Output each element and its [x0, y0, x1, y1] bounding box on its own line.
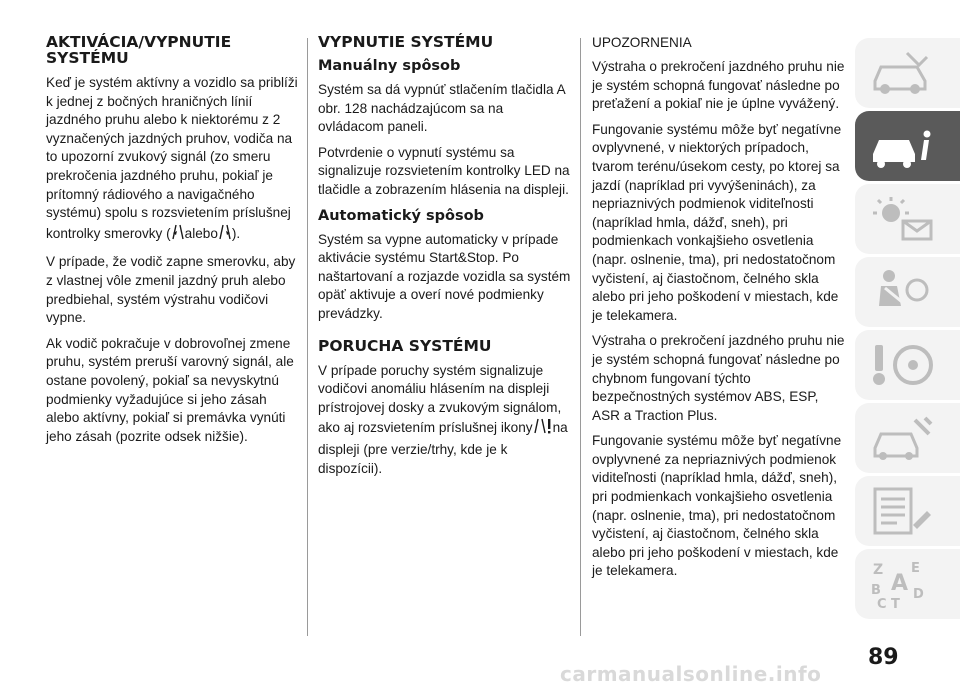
tab-safety[interactable]	[855, 257, 960, 327]
section-heading-failure: PORUCHA SYSTÉMU	[318, 336, 492, 355]
paragraph-text: alebo	[184, 225, 218, 241]
subheading-manual: Manuálny spôsob	[318, 58, 461, 74]
index-letter: Z	[873, 562, 884, 578]
paragraph: Systém sa dá vypnúť stlačením tlačidla A obr. 128 nachádzajúcom sa na ovládacom paneli.	[318, 82, 565, 135]
paragraph: Potvrdenie o vypnutí systému sa signalizuje rozsvietením kontrolky LED na tlačidle a zobrazením hlásenia na displeji.	[318, 144, 570, 197]
alphabetical-index-icon	[867, 558, 939, 610]
paragraph: Systém sa vypne automaticky v prípade aktivácie systému Start&Stop. Po naštartovaní a rozjazde vozidla sa systém opäť aktivuje a overí nové podmienky prevádzky.	[318, 231, 571, 321]
section-heading-activation: AKTIVÁCIA/VYPNUTIE SYSTÉMU	[46, 33, 232, 67]
tab-car-info[interactable]	[855, 111, 960, 181]
paragraph	[318, 362, 572, 479]
section-heading-warnings: UPOZORNENIA	[592, 35, 692, 50]
paragraph-text: Keď je systém aktívny a vozidlo sa priblíži k jednej z bočných hraničných línií jazdného pruhu alebo k niektorému z 2 vyznačených jazdných pruhov, vodiča na to upozorní zvukový signál (zo smeru prekročenia jazdného pruhu, pokiaľ je prítomný rádiového a navigačného systému) spolu s rozsvietením príslušnej kontrolky smerovky (	[46, 75, 298, 241]
index-letter: A	[891, 571, 909, 596]
column-divider	[307, 38, 308, 636]
safety-airbag-icon	[867, 266, 939, 318]
starting-driving-icon	[867, 339, 939, 391]
tab-starting-driving[interactable]	[855, 330, 960, 400]
index-letter: E	[911, 561, 920, 576]
lane-right-warning-icon	[218, 223, 232, 247]
column-1	[46, 34, 300, 453]
index-letter: T	[891, 597, 900, 610]
car-overview-icon	[867, 47, 939, 99]
chapter-tabs	[855, 38, 960, 622]
paragraph-text: na displeji (pre verzie/trhy, kde je k dispozícii).	[318, 420, 568, 476]
column-3	[592, 34, 846, 588]
tab-alphabetical-index[interactable]	[855, 549, 960, 619]
car-info-icon	[867, 120, 939, 172]
lane-failure-icon	[533, 417, 553, 441]
car-service-icon	[867, 412, 939, 464]
paragraph: Fungovanie systému môže byť negatívne ovplyvnené za nepriaznivých podmienok viditeľnosti (napríklad hmla, dážď, sneh), pri podmienkach vonkajšieho osvetlenia (napr. oslnenie, tma), pri nedostatočnom vyčistení, aj čiastočnom, čelného skla alebo pri jeho poškodení v miestach, kde je telekamera.	[592, 433, 842, 579]
paragraph-text: V prípade poruchy systém signalizuje vodičovi anomáliu hlásením na displeji prístrojovej dosky a zvukovým signálom, ako aj rozsvietením príslušnej ikony	[318, 362, 562, 436]
lane-left-warning-icon	[171, 223, 185, 247]
paragraph	[46, 74, 300, 246]
paragraph: Fungovanie systému môže byť negatívne ovplyvnené, v niektorých prípadoch, tvarom terénu/úsekom cesty, po ktorej sa jazdí (napríklad pri vyvýšeninách), za nepriaznivých podmienok viditeľnosti (napríklad hmla, dážď, sneh), pri podmienkach vonkajšieho osvetlenia (napr. oslnenie, tma), pri nedostatočnom vyčistení, aj čiastočnom, čelného skla alebo pri jeho poškodení v miestach, kde je telekamera.	[592, 121, 842, 323]
paragraph: Výstraha o prekročení jazdného pruhu nie je systém schopná fungovať následne po chybnom fungovaní týchto bezpečnostných systémov ABS, ESP, ASR a Traction Plus.	[592, 333, 845, 423]
paragraph: V prípade, že vodič zapne smerovku, aby z vlastnej vôle zmenil jazdný pruh alebo predbiehal, systém výstrahu vodičovi vypne.	[46, 254, 296, 326]
index-letter: C	[877, 597, 887, 610]
tab-warning-lights[interactable]	[855, 184, 960, 254]
tab-technical-data[interactable]	[855, 476, 960, 546]
column-divider	[580, 38, 581, 636]
page-number: 89	[868, 645, 899, 670]
paragraph: Ak vodič pokračuje v dobrovoľnej zmene pruhu, systém preruší varovný signál, ale ostane povolený, pokiaľ sa nevyskytnú podmienky vyžadujúce si jeho zásah alebo aktívny, pokiaľ si premávka vynúti jeho zásah (pozrite odsek nižšie).	[46, 335, 294, 444]
index-letter: B	[871, 583, 881, 598]
subheading-automatic: Automatický spôsob	[318, 207, 484, 224]
warning-lights-icon	[867, 193, 939, 245]
paragraph-text: ).	[231, 225, 241, 241]
tab-service[interactable]	[855, 403, 960, 473]
watermark: carmanualsonline.info	[560, 662, 822, 686]
paragraph: Výstraha o prekročení jazdného pruhu nie je systém schopná fungovať následne po preťažení a pokiaľ nie je úplne vyvážený.	[592, 59, 845, 112]
section-heading-disable: VYPNUTIE SYSTÉMU	[318, 33, 494, 51]
index-letter: D	[913, 587, 924, 602]
technical-data-icon	[867, 485, 939, 537]
column-2	[318, 34, 572, 485]
tab-car-overview[interactable]	[855, 38, 960, 108]
